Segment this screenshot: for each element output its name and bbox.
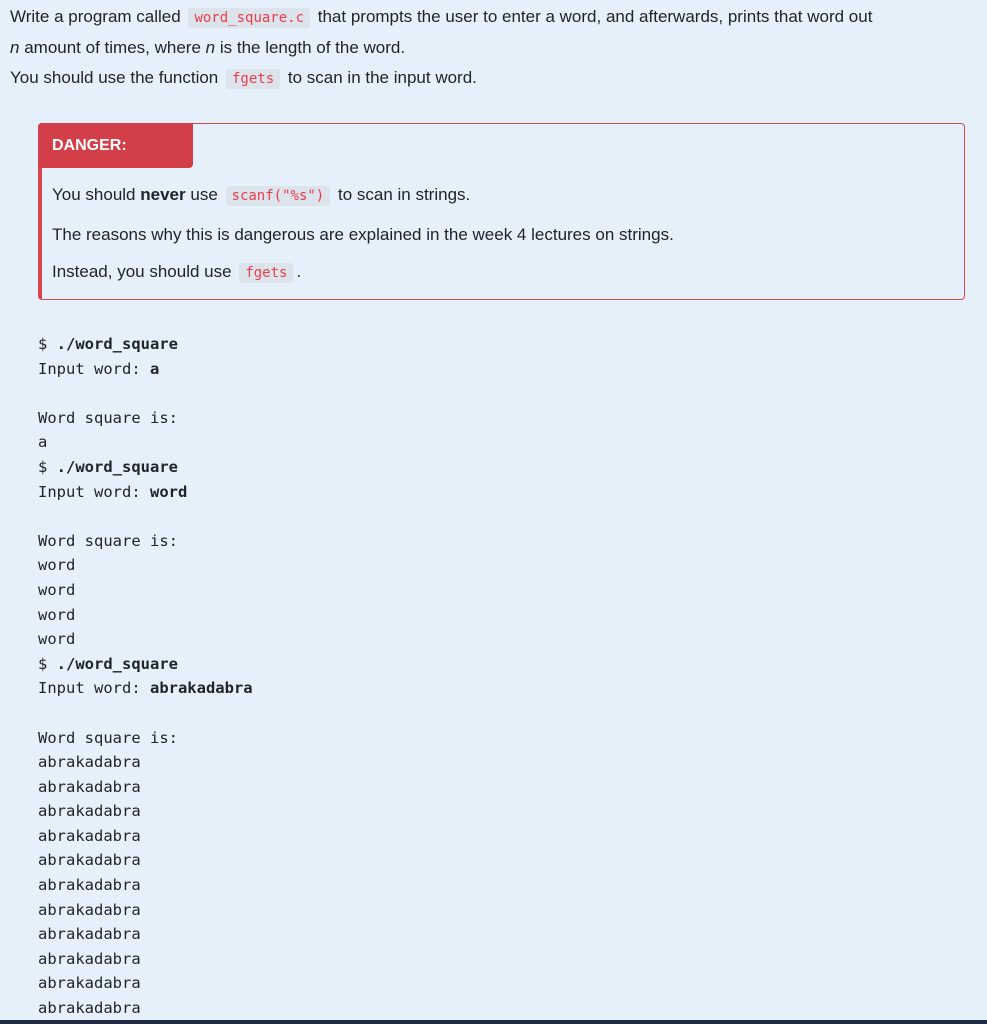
terminal-result-label: Word square is: bbox=[38, 531, 178, 550]
danger-text: . bbox=[296, 262, 302, 281]
intro-text: to scan in the input word. bbox=[287, 68, 477, 87]
danger-callout bbox=[38, 123, 965, 300]
fgets-code: fgets bbox=[226, 69, 280, 89]
terminal-output-line: abrakadabra bbox=[38, 802, 141, 821]
terminal-blank-line bbox=[38, 701, 253, 726]
danger-emphasis: never bbox=[140, 185, 186, 204]
intro-line-2 bbox=[10, 33, 987, 63]
danger-text: use bbox=[190, 185, 218, 204]
terminal-input-line: Input word: a bbox=[38, 359, 160, 378]
terminal-output-line: abrakadabra bbox=[38, 876, 141, 895]
terminal-output-line: abrakadabra bbox=[38, 753, 141, 772]
intro-line-1 bbox=[10, 2, 987, 33]
intro-text: Write a program called bbox=[10, 7, 181, 26]
intro-text: You should use the function bbox=[10, 68, 219, 87]
intro-text: that prompts the user to enter a word, and afterwards, prints that word out bbox=[317, 7, 873, 26]
window-bottom-edge bbox=[0, 1020, 987, 1024]
danger-text: to scan in strings. bbox=[337, 185, 471, 204]
terminal-output-line: abrakadabra bbox=[38, 999, 141, 1018]
danger-text: You should bbox=[52, 185, 136, 204]
terminal-output-line: abrakadabra bbox=[38, 777, 141, 796]
terminal-output-line: abrakadabra bbox=[38, 974, 141, 993]
terminal-output-line: abrakadabra bbox=[38, 826, 141, 845]
danger-line-3 bbox=[52, 253, 674, 293]
danger-text: Instead, you should use bbox=[52, 262, 232, 281]
terminal-input-line: Input word: abrakadabra bbox=[38, 679, 253, 698]
danger-line-2: The reasons why this is dangerous are explained in the week 4 lectures on strings. bbox=[52, 224, 674, 244]
terminal-blank-line bbox=[38, 504, 253, 529]
intro-text: amount of times, where bbox=[24, 38, 201, 57]
intro-line-3 bbox=[10, 63, 987, 94]
example-terminal-output bbox=[38, 332, 253, 1021]
terminal-result-label: Word square is: bbox=[38, 728, 178, 747]
terminal-output-line: a bbox=[38, 433, 48, 452]
terminal-command-line: $ ./word_square bbox=[38, 335, 178, 353]
terminal-output-line: abrakadabra bbox=[38, 925, 141, 944]
terminal-output-line: word bbox=[38, 605, 76, 624]
terminal-output-line: abrakadabra bbox=[38, 949, 141, 968]
fgets-code: fgets bbox=[239, 263, 293, 283]
terminal-output-line: word bbox=[38, 580, 76, 599]
variable-n: n bbox=[205, 38, 216, 57]
terminal-blank-line bbox=[38, 381, 253, 406]
scanf-code: scanf("%s") bbox=[226, 186, 331, 206]
danger-body bbox=[52, 176, 674, 293]
terminal-output-line: word bbox=[38, 630, 76, 649]
danger-line-1 bbox=[52, 176, 674, 216]
variable-n: n bbox=[10, 38, 20, 57]
terminal-output-line: abrakadabra bbox=[38, 900, 141, 919]
terminal-command-line: $ ./word_square bbox=[38, 457, 178, 476]
terminal-output-line: word bbox=[38, 556, 76, 575]
intro-text: is the length of the word. bbox=[219, 38, 406, 57]
terminal-input-line: Input word: word bbox=[38, 482, 188, 501]
filename-code: word_square.c bbox=[188, 8, 310, 28]
terminal-result-label: Word square is: bbox=[38, 408, 178, 427]
danger-label: DANGER: bbox=[38, 123, 193, 168]
terminal-command-line: $ ./word_square bbox=[38, 654, 178, 673]
terminal-output-line: abrakadabra bbox=[38, 851, 141, 870]
